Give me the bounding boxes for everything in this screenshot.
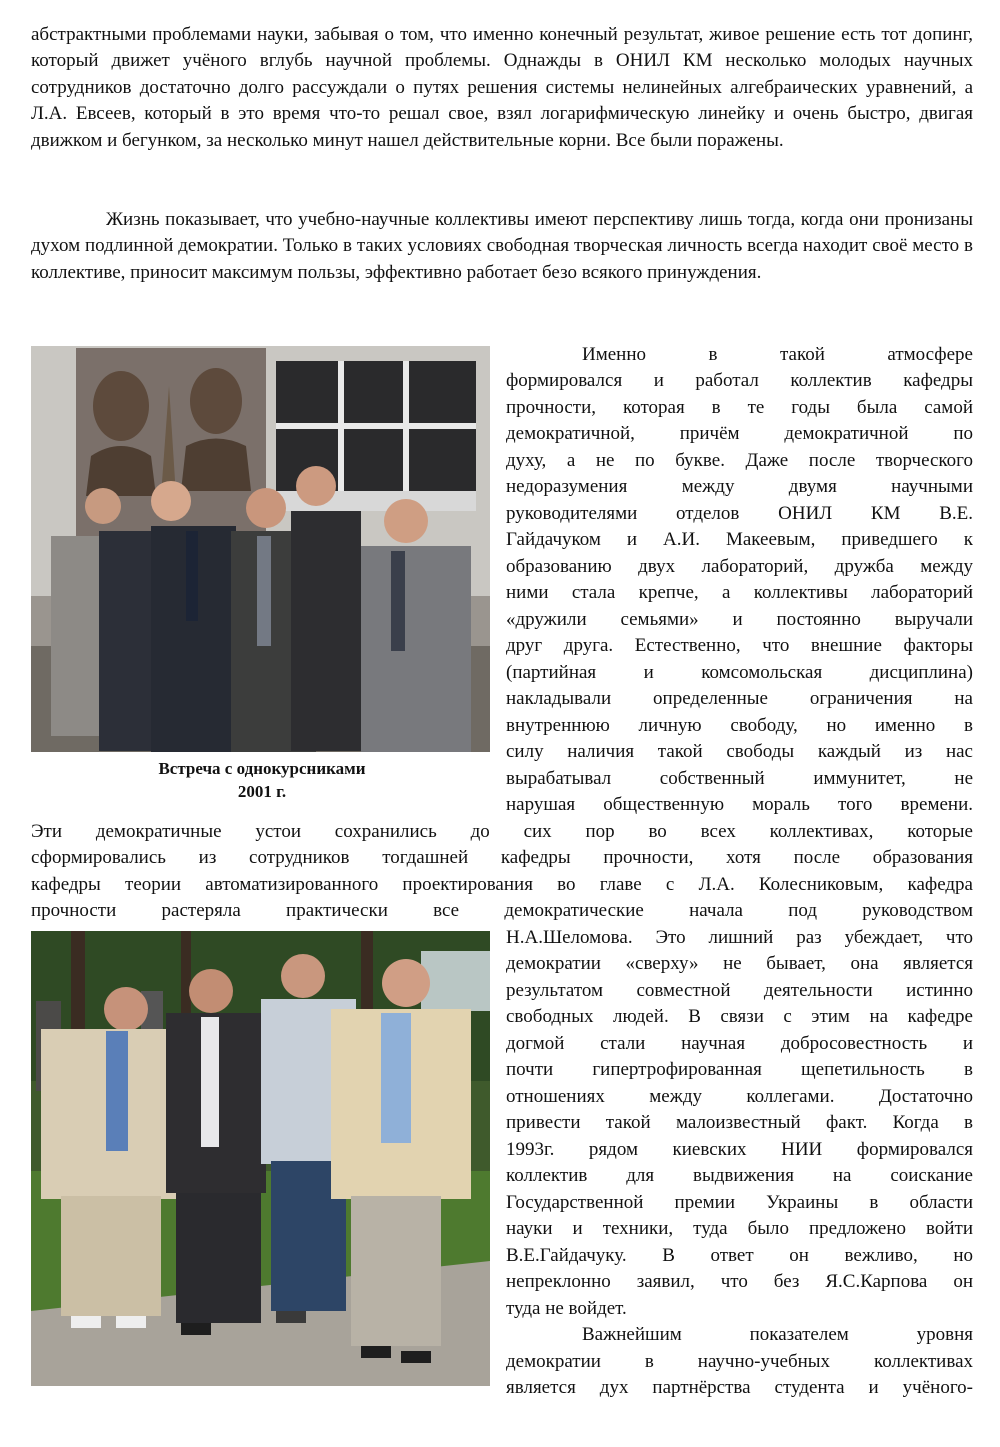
paragraph-2: Жизнь показывает, что учебно-научные коллективы имеют перспективу лишь тогда, когда они пронизаны духом подлинной демократии. Только в таких условиях свободная творческая личность всегда находит своё место в коллективе, приносит максимум пользы, эффективно работает безо всякого принуждения.: [31, 209, 973, 283]
column-2-line: привести такой малоизвестный факт. Когда в: [506, 1112, 973, 1133]
column-1-line: формировался и работал коллектив кафедры: [506, 370, 973, 391]
column-2-line: является дух партнёрства студента и учёного-: [506, 1377, 973, 1398]
column-2-line: коллектив для выдвижения на соискание: [506, 1165, 973, 1186]
column-2-line: туда не войдет.: [506, 1298, 627, 1319]
full-line: кафедры теории автоматизированного проектирования во главе с Л.А. Колесниковым, кафедра: [31, 874, 973, 895]
column-2-line: догмой стали научная добросовестность и: [506, 1033, 973, 1054]
column-1-line: накладывали определенные ограничения на: [506, 688, 973, 709]
column-2-line: свободных людей. В связи с этим на кафедре: [506, 1006, 973, 1027]
column-2-line: Государственной премии Украины в области: [506, 1192, 973, 1213]
photo-caption-line1: Встреча с однокурсниками: [158, 759, 366, 778]
photo-group-outdoors: [31, 931, 490, 1386]
column-2-line: демократии «сверху» не бывает, она является: [506, 953, 973, 974]
column-2-line: 1993г. рядом киевских НИИ формировался: [506, 1139, 973, 1160]
column-2-line: В.Е.Гайдачуку. В ответ он вежливо, но: [506, 1245, 973, 1266]
column-1-line: Именно в такой атмосфере: [582, 344, 973, 365]
full-line: сформировались из сотрудников тогдашней кафедры прочности, хотя после образования: [31, 847, 973, 868]
column-1-line: Гайдачуком и А.И. Макеевым, приведшего к: [506, 529, 973, 550]
paragraph-1: абстрактными проблемами науки, забывая о том, что именно конечный результат, живое решение есть тот допинг, который движет учёного вглубь научной проблемы. Однажды в ОНИЛ КМ несколько молодых научных сотрудников достаточно долго рассуждали о путях решения системы нелинейных алгебраических уравнений, а Л.А. Евсеев, который в это время что-то решал свое, взял логарифмическую линейку и очень быстро, двигая движком и бегунком, за несколько минут нашел действительные корни. Все были поражены.: [31, 24, 973, 151]
column-2-line: почти гипертрофированная щепетильность в: [506, 1059, 973, 1080]
full-line: прочности растеряла практически все демократические начала под руководством: [31, 900, 973, 921]
column-1-line: «дружили семьями» и постоянно выручали: [506, 609, 973, 630]
column-1-line: недоразумения между двумя научными: [506, 476, 973, 497]
column-2-line: Важнейшим показателем уровня: [582, 1324, 973, 1345]
full-line: Эти демократичные устои сохранились до сих пор во всех коллективах, которые: [31, 821, 973, 842]
column-1-line: (партийная и комсомольская дисциплина): [506, 662, 973, 683]
column-1-line: руководителями отделов ОНИЛ КМ В.Е.: [506, 503, 973, 524]
column-1-line: демократичной, причём демократичной по: [506, 423, 973, 444]
column-1-line: образованию двух лабораторий, дружба между: [506, 556, 973, 577]
column-1-line: внутреннюю личную свободу, но именно в: [506, 715, 973, 736]
column-2-line: демократии в научно-учебных коллективах: [506, 1351, 973, 1372]
column-2-line: непреклонно заявил, что без Я.С.Карпова он: [506, 1271, 973, 1292]
column-1-line: духу, а не по букве. Даже после творческого: [506, 450, 973, 471]
column-1-line: силу наличия такой свободы каждый из нас: [506, 741, 973, 762]
photo-classmates-2001: [31, 346, 490, 752]
column-1-line: вырабатывал собственный иммунитет, не: [506, 768, 973, 789]
column-1-line: ними стала крепче, а коллективы лабораторий: [506, 582, 973, 603]
photo-caption-line2: 2001 г.: [237, 782, 287, 801]
column-1-line: прочности, которая в те годы была самой: [506, 397, 973, 418]
column-2-line: отношениях между коллегами. Достаточно: [506, 1086, 973, 1107]
column-2-line: Н.А.Шеломова. Это лишний раз убеждает, что: [506, 927, 973, 948]
column-2-line: результатом совместной деятельности истинно: [506, 980, 973, 1001]
column-1-line: друг друга. Естественно, что внешние факторы: [506, 635, 973, 656]
column-2-line: науки и техники, туда было предложено войти: [506, 1218, 973, 1239]
column-1-line: нарушая общественную мораль того времени.: [506, 794, 973, 815]
